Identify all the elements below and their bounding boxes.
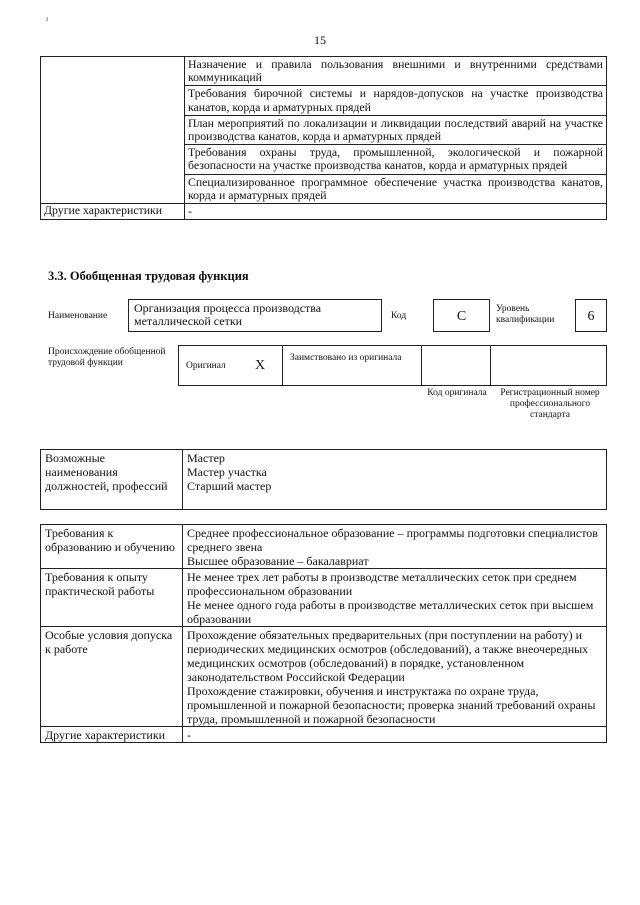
admission-value bbox=[183, 627, 607, 727]
other-characteristics-label: Другие характеристики bbox=[41, 204, 185, 220]
code-value: С bbox=[433, 299, 490, 332]
table-row bbox=[41, 727, 607, 743]
table-row bbox=[41, 204, 607, 220]
requirements-table bbox=[40, 524, 607, 743]
position-item: Мастер участка bbox=[187, 465, 267, 479]
name-label: Наименование bbox=[48, 311, 108, 321]
level-value: 6 bbox=[575, 299, 607, 332]
origin-label: Происхождение обобщенной трудовой функции bbox=[48, 347, 166, 368]
knowledge-table bbox=[40, 56, 607, 220]
education-value bbox=[183, 525, 607, 569]
position-item: Старший мастер bbox=[187, 479, 272, 493]
divider bbox=[490, 345, 491, 386]
divider bbox=[282, 345, 283, 386]
divider bbox=[421, 345, 422, 386]
level-label: Уровень квалификации bbox=[496, 304, 555, 325]
requirement-line: Не менее трех лет работы в производстве металлических сеток при среднем профессиональном образовании bbox=[187, 570, 577, 598]
positions-label: Возможные наименования должностей, профессий bbox=[41, 450, 183, 510]
other-label: Другие характеристики bbox=[41, 727, 183, 743]
requirement-line: - bbox=[187, 728, 191, 742]
knowledge-item: Требования охраны труда, промышленной, экологической и пожарной безопасности на участке производства канатов, корда и арматурных прядей bbox=[185, 145, 607, 174]
other-characteristics-value: - bbox=[185, 204, 607, 220]
knowledge-item: План мероприятий по локализации и ликвидации последствий аварий на участке производства канатов, корда и арматурных прядей bbox=[185, 115, 607, 144]
requirement-line: Прохождение стажировки, обучения и инструктажа по охране труда, промышленной и пожарной безопасности; проверка знаний требований охраны труда, промышленной и пожарной безопасности bbox=[187, 684, 596, 726]
table-row bbox=[41, 525, 607, 569]
corner-mark: ı bbox=[46, 14, 49, 23]
original-label: Оригинал bbox=[186, 361, 226, 371]
requirement-line: Не менее одного года работы в производстве металлических сеток при высшем образовании bbox=[187, 598, 594, 626]
admission-label: Особые условия допуска к работе bbox=[41, 627, 183, 727]
knowledge-item: Назначение и правила пользования внешними и внутренними средствами коммуникаций bbox=[185, 57, 607, 86]
positions-table bbox=[40, 449, 607, 510]
empty-cell bbox=[41, 57, 185, 204]
position-item: Мастер bbox=[187, 451, 225, 465]
knowledge-item: Специализированное программное обеспечение участка производства канатов, корда и арматурных прядей bbox=[185, 174, 607, 203]
experience-value bbox=[183, 569, 607, 627]
requirement-line: Прохождение обязательных предварительных (при поступлении на работу) и периодических медицинских осмотров (обследований), а также внеочередных медицинских осмотров (обследований) в порядке, установленном законодательством Российской Федерации bbox=[187, 628, 589, 684]
table-row bbox=[41, 627, 607, 727]
page-number: 15 bbox=[314, 33, 326, 47]
original-mark: X bbox=[255, 358, 266, 373]
table-row bbox=[41, 569, 607, 627]
table-row bbox=[41, 450, 607, 510]
requirement-line: Высшее образование – бакалавриат bbox=[187, 554, 369, 568]
table-row bbox=[41, 57, 607, 86]
code-original-caption: Код оригинала bbox=[427, 388, 487, 398]
origin-box bbox=[178, 345, 607, 386]
experience-label: Требования к опыту практической работы bbox=[41, 569, 183, 627]
section-title: 3.3. Обобщенная трудовая функция bbox=[48, 269, 249, 283]
code-label: Код bbox=[391, 311, 407, 321]
reg-number-caption: Регистрационный номер профессионального стандарта bbox=[500, 388, 600, 420]
requirement-line: Среднее профессиональное образование – программы подготовки специалистов среднего звена bbox=[187, 526, 598, 554]
education-label: Требования к образованию и обучению bbox=[41, 525, 183, 569]
borrowed-label: Заимствовано из оригинала bbox=[290, 353, 402, 363]
positions-values bbox=[183, 450, 607, 510]
knowledge-item: Требования бирочной системы и нарядов-допусков на участке производства канатов, корда и арматурных прядей bbox=[185, 86, 607, 115]
other-value bbox=[183, 727, 607, 743]
name-value: Организация процесса производства металлической сетки bbox=[128, 299, 382, 332]
